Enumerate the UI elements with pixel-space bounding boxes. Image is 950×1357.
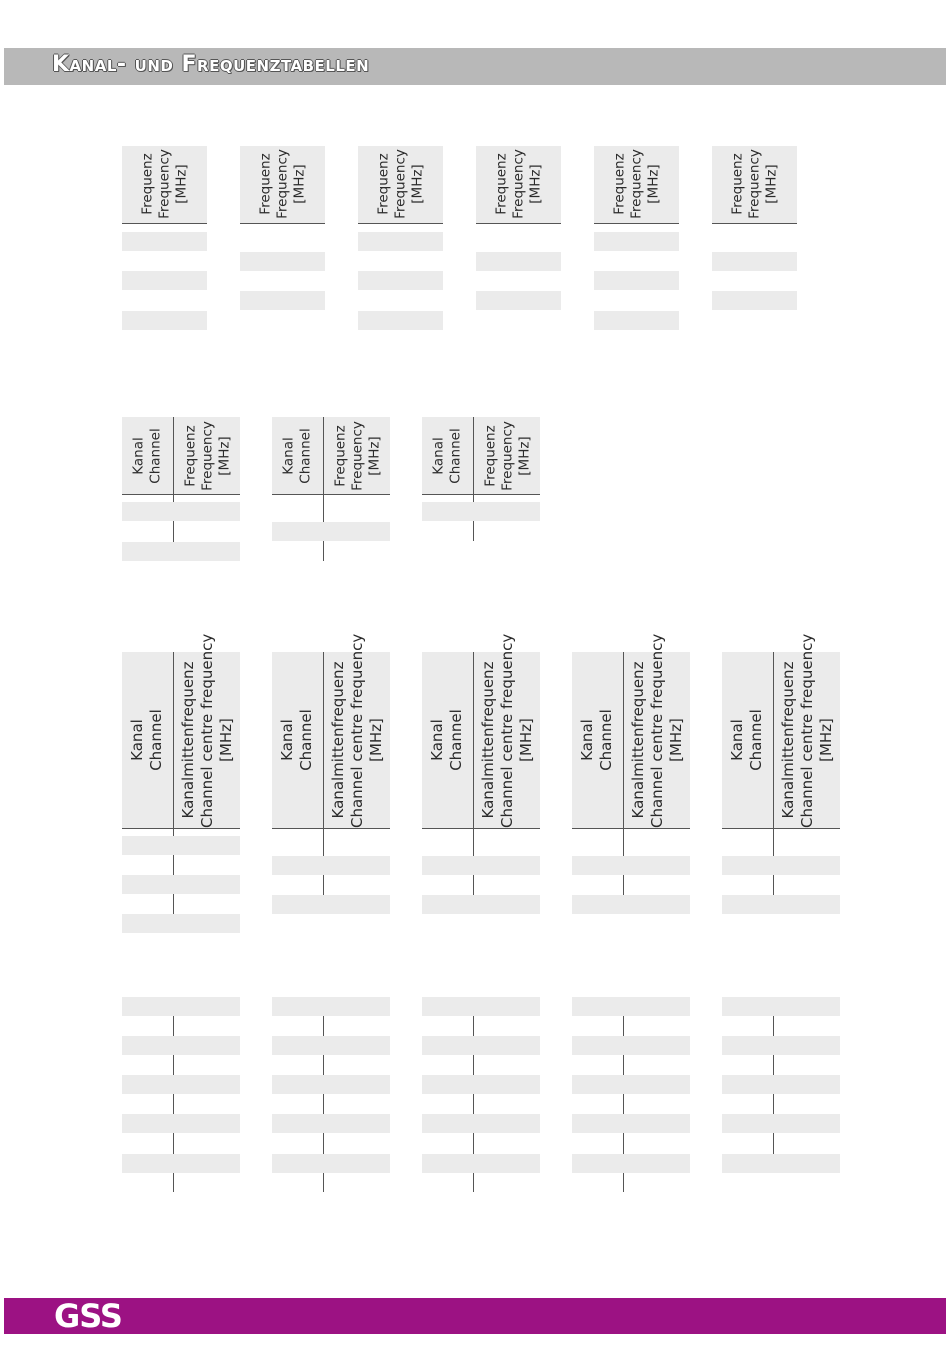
table-row	[272, 522, 390, 541]
channel-header-label-line: Channel	[147, 709, 165, 771]
frequency-header-label-line: Frequenz	[728, 153, 745, 215]
channel-header-label-line: Channel	[297, 428, 313, 484]
header-rule	[122, 828, 240, 829]
frequency-header-label-line: [MHz]	[526, 164, 543, 204]
frequency-header-label-line: Frequenz	[481, 425, 498, 487]
channel-header-label-line: Channel	[447, 709, 465, 771]
channel-header-label-line: Channel	[147, 428, 163, 484]
header-rule	[572, 828, 690, 829]
centre-frequency-header-label	[777, 633, 837, 828]
frequency-header-label-line: Frequency	[348, 421, 365, 491]
channel-header-label	[417, 418, 477, 495]
centre-frequency-header-label-line: Kanalmittenfrequenz	[178, 661, 197, 819]
centre-frequency-header-label-line: Channel centre frequency	[497, 633, 516, 828]
centre-frequency-header-label	[477, 633, 537, 828]
table-row	[272, 1036, 390, 1055]
frequency-header-label	[724, 146, 784, 223]
table-row	[722, 1114, 840, 1133]
frequency-header-label-line: Frequency	[273, 149, 290, 219]
centre-frequency-header-label-line: [MHz]	[666, 718, 685, 762]
table-row	[722, 997, 840, 1016]
page-title: Kanal- und Frequenztabellen	[52, 52, 370, 77]
channel-header-label-line: Channel	[747, 709, 765, 771]
header-rule	[240, 223, 325, 224]
frequency-header-label-line: Frequenz	[374, 153, 391, 215]
table-row	[712, 252, 797, 271]
header-rule	[712, 223, 797, 224]
frequency-header-label-line: Frequency	[745, 149, 762, 219]
centre-frequency-header-label-line: Kanalmittenfrequenz	[628, 661, 647, 819]
frequency-header-label-line: [MHz]	[408, 164, 425, 204]
table-row	[712, 291, 797, 310]
frequency-header-label-line: [MHz]	[762, 164, 779, 204]
gss-logo: GSS	[54, 1297, 122, 1335]
frequency-header-label-line: Frequency	[198, 421, 215, 491]
channel-header-label	[117, 652, 177, 828]
frequency-header-label-line: [MHz]	[290, 164, 307, 204]
channel-header-label-line: Kanal	[430, 437, 446, 475]
centre-frequency-header-label	[327, 633, 387, 828]
frequency-header-label	[134, 146, 194, 223]
channel-header-label	[567, 652, 627, 828]
table-row	[122, 1114, 240, 1133]
header-rule	[594, 223, 679, 224]
frequency-header-label	[177, 418, 237, 495]
table-row	[272, 895, 390, 914]
channel-header-label-line: Channel	[597, 709, 615, 771]
table-row	[476, 291, 561, 310]
table-row	[122, 914, 240, 933]
channel-header-label	[267, 652, 327, 828]
channel-header-label-line: Kanal	[578, 719, 596, 761]
centre-frequency-header-label-line: Channel centre frequency	[797, 633, 816, 828]
table-row	[722, 856, 840, 875]
centre-frequency-header-label-line: Kanalmittenfrequenz	[328, 661, 347, 819]
table-row	[422, 856, 540, 875]
table-row	[594, 271, 679, 290]
frequency-header-label-line: Frequency	[509, 149, 526, 219]
centre-frequency-header-label-line: [MHz]	[816, 718, 835, 762]
header-rule	[476, 223, 561, 224]
frequency-header-label-line: Frequenz	[610, 153, 627, 215]
centre-frequency-header-label-line: Channel centre frequency	[647, 633, 666, 828]
table-row	[422, 1154, 540, 1173]
channel-header-label-line: Kanal	[728, 719, 746, 761]
table-row	[272, 1075, 390, 1094]
table-row	[122, 542, 240, 561]
table-row	[122, 997, 240, 1016]
table-row	[122, 502, 240, 521]
frequency-header-label-line: Frequenz	[181, 425, 198, 487]
table-row	[122, 232, 207, 251]
table-row	[122, 1154, 240, 1173]
table-row	[240, 291, 325, 310]
centre-frequency-header-label	[627, 633, 687, 828]
table-row	[722, 1036, 840, 1055]
header-rule	[272, 828, 390, 829]
table-row	[272, 1114, 390, 1133]
table-row	[122, 875, 240, 894]
table-row	[358, 271, 443, 290]
channel-header-label	[117, 418, 177, 495]
table-row	[122, 311, 207, 330]
frequency-header-label-line: [MHz]	[215, 436, 232, 476]
table-row	[122, 836, 240, 855]
table-row	[422, 1114, 540, 1133]
channel-header-label-line: Kanal	[280, 437, 296, 475]
table-row	[594, 311, 679, 330]
frequency-header-label-line: Frequenz	[138, 153, 155, 215]
table-row	[722, 895, 840, 914]
table-row	[122, 271, 207, 290]
frequency-header-label-line: [MHz]	[172, 164, 189, 204]
header-rule	[358, 223, 443, 224]
frequency-header-label	[477, 418, 537, 495]
table-row	[422, 502, 540, 521]
frequency-header-label	[488, 146, 548, 223]
centre-frequency-header-label-line: Channel centre frequency	[197, 633, 216, 828]
centre-frequency-header-label-line: Kanalmittenfrequenz	[478, 661, 497, 819]
channel-header-label-line: Channel	[447, 428, 463, 484]
centre-frequency-header-label-line: [MHz]	[516, 718, 535, 762]
table-row	[422, 997, 540, 1016]
frequency-header-label	[370, 146, 430, 223]
frequency-header-label-line: Frequenz	[256, 153, 273, 215]
frequency-header-label-line: [MHz]	[515, 436, 532, 476]
header-rule	[122, 223, 207, 224]
channel-header-label	[717, 652, 777, 828]
table-row	[572, 1154, 690, 1173]
table-row	[476, 252, 561, 271]
table-row	[572, 856, 690, 875]
table-row	[272, 1154, 390, 1173]
table-row	[572, 1036, 690, 1055]
channel-header-label-line: Kanal	[428, 719, 446, 761]
table-row	[272, 997, 390, 1016]
frequency-header-label-line: [MHz]	[644, 164, 661, 204]
header-rule	[422, 828, 540, 829]
table-row	[122, 1036, 240, 1055]
table-row	[572, 895, 690, 914]
table-row	[722, 1075, 840, 1094]
table-row	[722, 1154, 840, 1173]
channel-header-label	[267, 418, 327, 495]
frequency-header-label	[252, 146, 312, 223]
table-row	[572, 1075, 690, 1094]
header-rule	[722, 828, 840, 829]
centre-frequency-header-label-line: [MHz]	[216, 718, 235, 762]
footer-bar	[4, 1298, 946, 1334]
channel-header-label-line: Kanal	[278, 719, 296, 761]
table-row	[122, 1075, 240, 1094]
table-row	[422, 1036, 540, 1055]
table-row	[358, 311, 443, 330]
frequency-header-label-line: Frequency	[155, 149, 172, 219]
table-row	[422, 895, 540, 914]
frequency-header-label-line: [MHz]	[365, 436, 382, 476]
channel-header-label	[417, 652, 477, 828]
frequency-header-label	[327, 418, 387, 495]
table-row	[358, 232, 443, 251]
table-row	[422, 1075, 540, 1094]
channel-header-label-line: Channel	[297, 709, 315, 771]
frequency-header-label-line: Frequency	[627, 149, 644, 219]
frequency-header-label-line: Frequency	[498, 421, 515, 491]
table-row	[572, 997, 690, 1016]
channel-header-label-line: Kanal	[130, 437, 146, 475]
frequency-header-label	[606, 146, 666, 223]
channel-header-label-line: Kanal	[128, 719, 146, 761]
frequency-header-label-line: Frequenz	[331, 425, 348, 487]
table-row	[572, 1114, 690, 1133]
centre-frequency-header-label	[177, 633, 237, 828]
centre-frequency-header-label-line: Kanalmittenfrequenz	[778, 661, 797, 819]
centre-frequency-header-label-line: Channel centre frequency	[347, 633, 366, 828]
table-row	[594, 232, 679, 251]
centre-frequency-header-label-line: [MHz]	[366, 718, 385, 762]
frequency-header-label-line: Frequenz	[492, 153, 509, 215]
table-row	[240, 252, 325, 271]
table-row	[272, 856, 390, 875]
frequency-header-label-line: Frequency	[391, 149, 408, 219]
